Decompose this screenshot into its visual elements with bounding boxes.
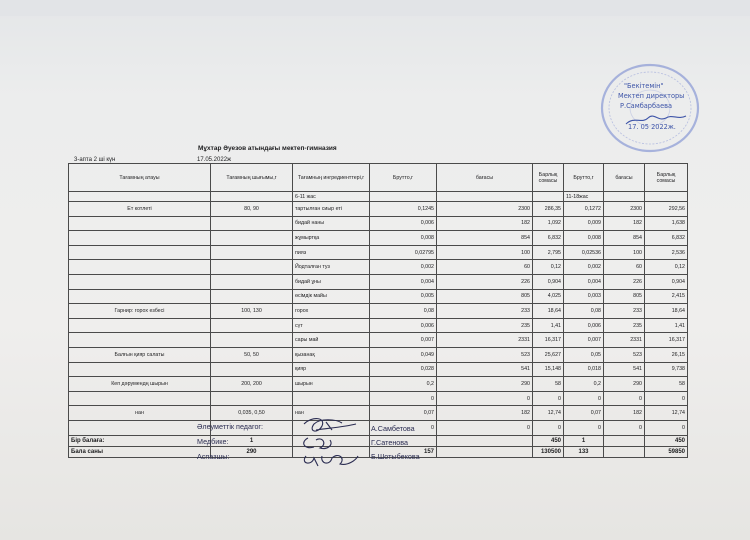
signature-role: Аспазшы: [197,452,230,461]
table-cell: 0,07 [564,406,604,421]
table-cell: 523 [604,347,645,362]
col-header: Тағамның атауы [69,164,211,192]
table-cell: 541 [604,362,645,377]
table-cell: 12,74 [533,406,564,421]
table-row [69,245,688,260]
table-cell: 6,832 [645,231,688,246]
table-cell: 1,638 [645,216,688,231]
table-cell [211,318,293,333]
table-cell: горох [293,304,370,319]
table-row [69,377,688,392]
table-cell [69,245,211,260]
table-row [69,347,688,362]
table-cell: 4,025 [533,289,564,304]
table-cell: 182 [604,406,645,421]
table-cell: 0,007 [564,333,604,348]
table-cell: 182 [437,216,533,231]
handwritten-signatures [296,414,366,472]
table-cell: 0,018 [564,362,604,377]
table-cell: 0 [437,420,533,435]
table-cell: Кеп дәрумендң шырын [69,377,211,392]
table-cell: 60 [604,260,645,275]
table-cell [69,362,211,377]
signature-stroke [304,419,356,432]
table-cell: 182 [604,216,645,231]
table-cell: 0,2 [370,377,437,392]
menu-table [68,163,688,458]
table-cell [69,231,211,246]
table-cell: 0,1272 [564,202,604,217]
age-group-row [69,192,688,202]
table-cell: 0,12 [645,260,688,275]
table-cell: 0,008 [564,231,604,246]
menu-date: 17.05.2022ж [197,157,232,163]
table-cell: 100 [604,245,645,260]
table-cell [293,391,370,406]
table-cell: Йодталған туз [293,260,370,275]
table-cell: Ет котлеті [69,202,211,217]
col-header: Брутто,г [370,164,437,192]
table-cell: 0,004 [370,274,437,289]
per-child-label: Бір балаға: [69,435,211,446]
table-cell: 2331 [437,333,533,348]
age-group-label: 11-18жас [564,192,604,202]
signature-stroke [304,438,331,449]
age-group-label: 6-11 жас [293,192,370,202]
table-cell: өсімдік майы [293,289,370,304]
table-cell: 16,317 [533,333,564,348]
table-cell: 0,02536 [564,245,604,260]
table-cell: 60 [437,260,533,275]
totals-value: 157 [370,446,437,457]
table-cell: 0,004 [564,274,604,289]
table-cell: 100, 130 [211,304,293,319]
table-cell [211,274,293,289]
table-cell: 9,738 [645,362,688,377]
table-cell: 0 [564,420,604,435]
table-cell: 0 [564,391,604,406]
per-child-qty: 1 [564,435,604,446]
table-cell: 226 [604,274,645,289]
table-cell: 15,148 [533,362,564,377]
signature-role: Медбике: [197,437,229,446]
header-row [69,164,688,192]
table-cell: 0,035, 0,50 [211,406,293,421]
table-cell [211,362,293,377]
stamp-line: Р.Самбарбаева [620,102,673,110]
table-cell: 854 [437,231,533,246]
table-cell: 200, 200 [211,377,293,392]
table-cell: 0,07 [370,406,437,421]
table-cell [211,391,293,406]
table-cell: 0,12 [533,260,564,275]
table-cell: 805 [437,289,533,304]
table-cell: 0 [370,391,437,406]
table-cell: 0 [370,420,437,435]
table-cell: қызанақ [293,347,370,362]
table-cell [69,289,211,304]
table-cell: 523 [437,347,533,362]
table-cell: 0,005 [370,289,437,304]
signature-name: А.Самбетова [371,424,415,433]
table-cell [211,260,293,275]
table-cell: 2331 [604,333,645,348]
table-row [69,333,688,348]
table-cell: бидай наны [293,216,370,231]
table-cell: 2300 [604,202,645,217]
table-cell: 233 [604,304,645,319]
table-cell: 0,003 [564,289,604,304]
signature-name: Б.Шотыбекова [371,452,420,461]
table-cell: 1,41 [533,318,564,333]
per-child-sum: 450 [645,435,688,446]
table-row [69,362,688,377]
table-cell: 26,15 [645,347,688,362]
table-cell: 2,795 [533,245,564,260]
table-cell: 6,832 [533,231,564,246]
table-cell: 100 [437,245,533,260]
table-cell: пияз [293,245,370,260]
table-cell: 0 [533,391,564,406]
table-cell: 1,092 [533,216,564,231]
table-cell: 18,64 [645,304,688,319]
per-child-qty: 1 [211,435,293,446]
table-cell: 12,74 [645,406,688,421]
table-cell: 80, 90 [211,202,293,217]
approval-stamp [598,62,703,154]
table-cell: қияр [293,362,370,377]
table-cell: 805 [604,289,645,304]
school-title: Мұхтар Әуезов атындағы мектеп-гимназия [198,145,337,152]
table-cell: 235 [604,318,645,333]
table-cell: 233 [437,304,533,319]
col-header: Барлық сомасы [645,164,688,192]
col-header: Тағамның шығымы,г [211,164,293,192]
signature-role: Әлеуметтік педагог: [197,422,264,431]
table-cell: 0,2 [564,377,604,392]
table-cell: 0,028 [370,362,437,377]
col-header: бағасы [604,164,645,192]
table-cell [69,318,211,333]
signature-name: Г.Сатенова [371,438,409,447]
table-cell: 292,56 [645,202,688,217]
totals-label: Бала саны [69,446,211,457]
col-header: Тағамның ингредиенттері,г [293,164,370,192]
table-cell: 235 [437,318,533,333]
table-cell: 0,009 [564,216,604,231]
table-cell: 854 [604,231,645,246]
table-cell [211,245,293,260]
table-cell: 0,006 [370,216,437,231]
table-row [69,318,688,333]
table-cell [211,289,293,304]
table-cell: 0,904 [533,274,564,289]
table-cell [69,260,211,275]
table-cell: 2,415 [645,289,688,304]
table-cell: 541 [437,362,533,377]
totals-value: 290 [211,446,293,457]
table-cell [211,231,293,246]
table-cell [69,274,211,289]
table-cell [69,216,211,231]
table-row [69,289,688,304]
table-cell: Гарнир: горох езбесі [69,304,211,319]
table-cell: 0 [437,391,533,406]
table-cell: 0,002 [370,260,437,275]
table-cell: тартылған сиыр еті [293,202,370,217]
table-cell: 0,02795 [370,245,437,260]
per-child-sum: 450 [533,435,564,446]
signature-stroke [304,456,358,466]
table-row [69,202,688,217]
table-cell: 18,64 [533,304,564,319]
totals-value: 59850 [645,446,688,457]
table-cell: 0,008 [370,231,437,246]
table-cell: 0 [645,391,688,406]
table-cell [211,216,293,231]
totals-value: 133 [564,446,604,457]
table-cell: 0,002 [564,260,604,275]
table-row [69,274,688,289]
table-cell: 0,08 [564,304,604,319]
table-cell: 0,007 [370,333,437,348]
table-cell: 50, 50 [211,347,293,362]
table-cell: 0 [604,420,645,435]
table-cell: 0,049 [370,347,437,362]
table-cell: 290 [604,377,645,392]
table-cell [69,391,211,406]
table-cell: 0,08 [370,304,437,319]
table-cell: 290 [437,377,533,392]
table-row [69,231,688,246]
col-header: Брутто,г [564,164,604,192]
table-cell [69,420,211,435]
week-day: 3-апта 2 ші күн [74,157,116,163]
table-row [69,304,688,319]
table-cell: 0 [604,391,645,406]
table-cell: жұмыртқа [293,231,370,246]
table-cell: Балғын қияр салаты [69,347,211,362]
table-cell: нан [293,406,370,421]
table-cell: 0,006 [564,318,604,333]
table-cell: 16,317 [645,333,688,348]
table-row [69,260,688,275]
table-cell [211,333,293,348]
table-cell: 2300 [437,202,533,217]
table-cell: 58 [533,377,564,392]
table-cell: 1,41 [645,318,688,333]
table-row [69,391,688,406]
table-cell: 58 [645,377,688,392]
table-cell: шырын [293,377,370,392]
table-cell: 25,627 [533,347,564,362]
table-row [69,216,688,231]
totals-value: 130500 [533,446,564,457]
table-cell: 182 [437,406,533,421]
table-row [69,406,688,421]
table-cell: 0 [533,420,564,435]
table-cell: 0,904 [645,274,688,289]
table-cell [69,333,211,348]
table-cell: нан [69,406,211,421]
table-cell: 0,05 [564,347,604,362]
stamp-date: 17. 05 2022ж. [628,123,676,131]
table-cell: 286,35 [533,202,564,217]
table-cell: 2,536 [645,245,688,260]
table-cell: 0,1245 [370,202,437,217]
stamp-line: "Бекітемін" [624,82,664,90]
table-cell: сүт [293,318,370,333]
table-cell: сары май [293,333,370,348]
table-cell: 226 [437,274,533,289]
table-cell: бидай ұны [293,274,370,289]
stamp-line: Мектеп директоры [618,92,685,100]
col-header: бағасы [437,164,533,192]
col-header: Барлық сомасы [533,164,564,192]
table-cell: 0,006 [370,318,437,333]
table-cell: 0 [645,420,688,435]
